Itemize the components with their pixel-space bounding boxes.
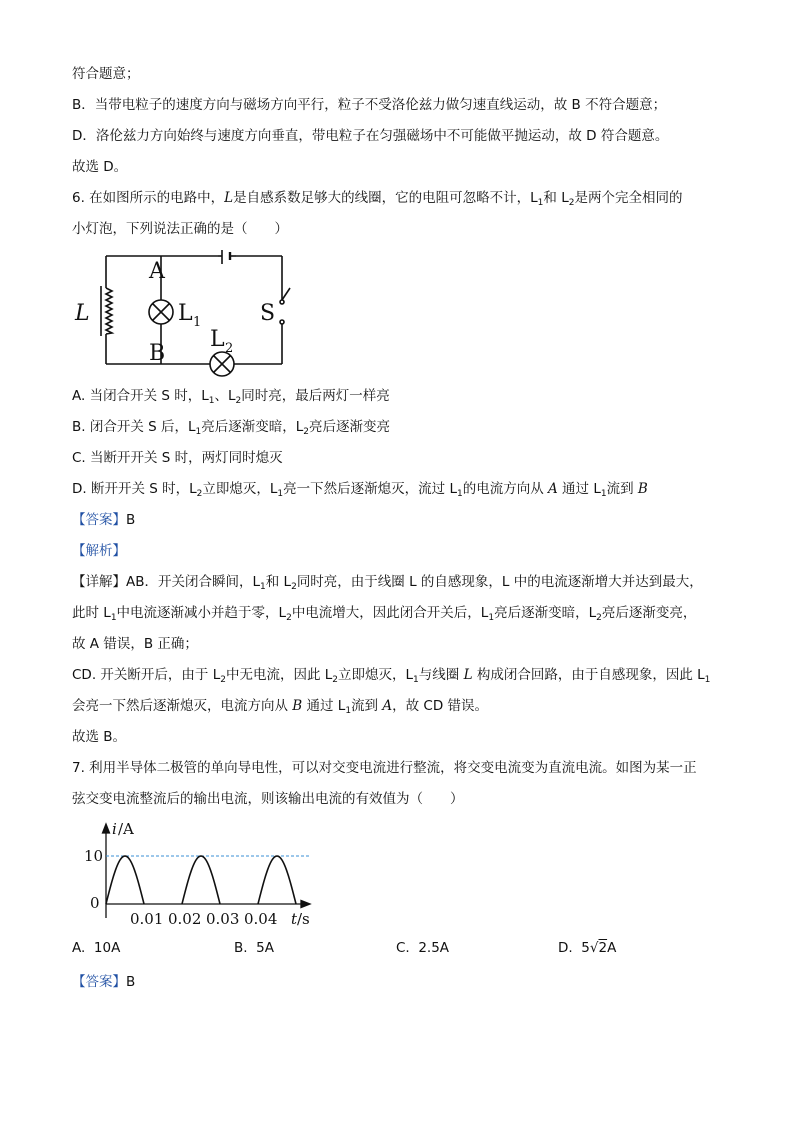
y-axis-arrow: [103, 824, 110, 833]
pulse-group: [106, 856, 296, 904]
document-page: [72, 64, 732, 1003]
option-a: A. 10A: [72, 940, 121, 956]
detail-line-5: 会亮一下然后逐渐熄灭，电流方向从 B 通过 $L_1$流到 A，故 CD 错误。: [72, 698, 489, 716]
text-line: D．洛伦兹力方向始终与速度方向垂直，带电粒子在匀强磁场中不可能做平抛运动，故 D 符合题意。: [72, 128, 669, 144]
question-7-options: [72, 938, 732, 958]
switch-contact: [280, 300, 284, 304]
current-pulse: [258, 856, 296, 904]
detail-line-4: CD. 开关断开后，由于 $L_2$中无电流，因此 $L_2$立即熄灭，$L_1$与线圈 L 构成闭合回路，由于自感现象，因此 $L_1$: [72, 667, 711, 685]
x-axis-arrow: [301, 901, 310, 908]
option-b: B. 5A: [234, 940, 274, 956]
x-tick-label: 0.02: [168, 910, 202, 928]
switch-contact: [280, 320, 284, 324]
y-label-symbol: i: [112, 820, 117, 838]
option-c: C. 2.5A: [396, 940, 450, 956]
detail-final: 故选 B。: [72, 729, 127, 745]
question-6-stem-2: 小灯泡，下列说法正确的是（ ）: [72, 221, 288, 237]
detail-line-3: 故 A 错误，B 正确；: [72, 636, 198, 652]
current-pulse: [106, 856, 144, 904]
current-graph-svg: [72, 820, 332, 930]
text-line: 故选 D。: [72, 159, 128, 175]
question-7-stem: 7. 利用半导体二极管的单向导电性，可以对交变电流进行整流，将交变电流变为直流电流。如图为某一正: [72, 760, 697, 776]
question-6-stem: 6. 在如图所示的电路中，L是自感系数足够大的线圈，它的电阻可忽略不计，$L_1$和 $L_2$是两个完全相同的: [72, 190, 683, 208]
circuit-svg: [72, 250, 312, 378]
label-inductor: L: [75, 301, 90, 326]
option-d: D. 断开开关 S 时，$L_2$立即熄灭，$L_1$亮一下然后逐渐熄灭，流过 $L_1$的电流方向从 A 通过 $L_1$流到 B: [72, 481, 648, 499]
label-l1-sub: 1: [193, 315, 202, 330]
label-l2-sub: 2: [225, 341, 234, 356]
switch-blade: [282, 288, 290, 300]
analysis-6: [72, 541, 732, 561]
label-a: A: [149, 259, 165, 284]
circuit-diagram: [72, 250, 732, 378]
option-c: C. 当断开开关 S 时，两灯同时熄灭: [72, 450, 283, 466]
label-b: B: [149, 341, 166, 366]
y-tick-10: 10: [84, 847, 104, 865]
x-tick-label: 0.03: [206, 910, 240, 928]
current-pulse: [182, 856, 220, 904]
detail-line-2: 此时 $L_1$中电流逐渐减小并趋于零，$L_2$中电流增大，因此闭合开关后，$L_1$亮后逐渐变暗，$L_2$亮后逐渐变亮，: [72, 605, 697, 623]
inductor-coil: [106, 288, 112, 334]
label-switch: S: [260, 301, 276, 326]
answer-7: 【答案】B: [72, 974, 136, 990]
answer-6: 【答案】B: [72, 512, 136, 528]
x-tick-label: 0.04: [244, 910, 278, 928]
y-label-unit: /A: [118, 820, 134, 838]
option-a: A. 当闭合开关 S 时，$L_1$、$L_2$同时亮，最后两灯一样亮: [72, 388, 390, 406]
origin-label: 0: [90, 894, 100, 912]
answer-label: 【答案】: [72, 512, 126, 528]
option-d: D. 5√2A: [558, 940, 617, 956]
text-line: B．当带电粒子的速度方向与磁场方向平行，粒子不受洛伦兹力做匀速直线运动，故 B 不符合题意；: [72, 97, 667, 113]
answer-label: 【答案】: [72, 974, 126, 990]
sqrt-icon: √: [589, 940, 599, 956]
analysis-label: 【解析】: [72, 543, 126, 559]
label-l1: L: [178, 301, 193, 326]
question-7-stem-2: 弦交变电流整流后的输出电流，则该输出电流的有效值为（ ）: [72, 791, 464, 807]
option-b: B. 闭合开关 S 后，$L_1$亮后逐渐变暗，$L_2$亮后逐渐变亮: [72, 419, 391, 437]
detail-line-1: 【详解】AB．开关闭合瞬间，$L_1$和 $L_2$同时亮，由于线圈 L 的自感现象，L 中的电流逐渐增大并达到最大，: [72, 574, 703, 592]
text-line: 符合题意；: [72, 66, 140, 82]
x-label-unit: /s: [297, 910, 310, 928]
current-graph: [72, 820, 732, 930]
x-tick-label: 0.01: [130, 910, 164, 928]
x-label-symbol: t: [291, 910, 298, 928]
label-l2: L: [210, 327, 225, 352]
